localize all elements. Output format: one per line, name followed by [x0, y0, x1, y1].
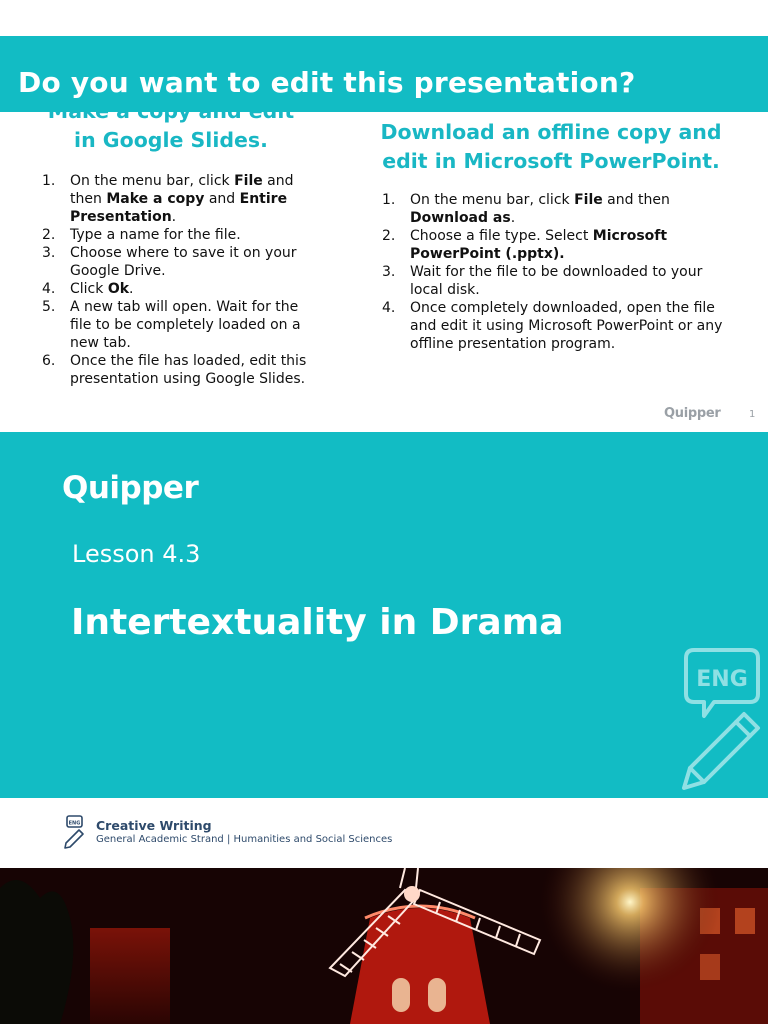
step-number: 4.: [382, 300, 396, 316]
step-emphasis: Entire Presentation: [70, 191, 288, 225]
powerpoint-steps: [376, 191, 726, 353]
subject-strand: General Academic Strand | Humanities and Social Sciences: [96, 834, 393, 845]
subject-bar: [0, 798, 768, 868]
moulin-rouge-illustration: [0, 868, 768, 1024]
step-emphasis: File: [574, 192, 603, 208]
step-text: and then: [70, 173, 294, 207]
google-slides-steps: [36, 172, 310, 388]
step-text: Once completely downloaded, open the file and edit it using Microsoft PowerPoint or any offline presentation program.: [410, 300, 723, 352]
step-text: Choose where to save it on your Google Drive.: [70, 245, 297, 279]
edit-banner-title: Do you want to edit this presentation?: [18, 66, 636, 99]
lesson-number: Lesson 4.3: [72, 540, 201, 568]
powerpoint-column: [376, 118, 726, 353]
instruction-step: [36, 298, 316, 352]
step-number: 3.: [42, 245, 56, 261]
trees-left: [0, 880, 73, 1024]
lesson-title: Intertextuality in Drama: [71, 602, 564, 643]
step-number: 2.: [382, 228, 396, 244]
step-text: .: [129, 281, 134, 297]
instruction-step: [376, 263, 732, 299]
step-emphasis: Ok: [107, 281, 130, 297]
instruction-step: [376, 299, 732, 353]
step-text: On the menu bar, click: [70, 173, 235, 189]
google-slides-column: [36, 97, 310, 388]
step-text: .: [510, 210, 516, 226]
step-text: .: [171, 209, 177, 225]
step-number: 6.: [42, 353, 56, 369]
instruction-step: [36, 244, 316, 280]
step-number: 5.: [42, 299, 56, 315]
building-left: [90, 928, 170, 1024]
step-emphasis: Microsoft PowerPoint (.pptx).: [410, 228, 668, 262]
edit-banner: [0, 36, 768, 112]
instruction-step: [36, 226, 316, 244]
powerpoint-heading: Download an offline copy and edit in Microsoft PowerPoint.: [380, 120, 722, 173]
step-number: 1.: [382, 192, 396, 208]
moulin-rouge-photo: [0, 868, 768, 1024]
quipper-logo: Quipper: [62, 470, 199, 506]
instruction-step: [376, 227, 732, 263]
eng-speech-pencil-icon: [674, 644, 764, 798]
quipper-logo-small: Quipper: [664, 406, 721, 421]
step-number: 3.: [382, 264, 396, 280]
eng-badge-text: ENG: [696, 667, 748, 692]
instruction-step: [36, 280, 316, 298]
step-number: 4.: [42, 281, 56, 297]
eng-pencil-icon: [62, 814, 86, 850]
step-text: and then: [602, 192, 670, 208]
step-text: and: [204, 191, 240, 207]
step-emphasis: File: [234, 173, 263, 189]
step-text: Once the file has loaded, edit this presentation using Google Slides.: [70, 353, 307, 387]
slide-title-card: [0, 432, 768, 798]
slide-number: 1: [749, 409, 756, 420]
step-text: Wait for the file to be downloaded to your local disk.: [410, 264, 703, 298]
step-text: A new tab will open. Wait for the file to be completely loaded on a new tab.: [70, 299, 301, 351]
subject-title: Creative Writing: [96, 818, 212, 833]
instruction-step: [36, 352, 316, 388]
instruction-step: [376, 191, 732, 227]
step-text: Click: [70, 281, 108, 297]
google-slides-heading: in Google Slides.: [74, 127, 268, 152]
instruction-step: [36, 172, 316, 226]
step-text: On the menu bar, click: [410, 192, 575, 208]
step-text: Choose a file type. Select: [410, 228, 593, 244]
step-text: Type a name for the file.: [70, 227, 241, 243]
step-emphasis: Download as: [410, 210, 511, 226]
step-number: 2.: [42, 227, 56, 243]
subject-icon-badge: ENG: [68, 820, 81, 827]
slide-edit-instructions: [0, 0, 768, 432]
step-number: 1.: [42, 173, 56, 189]
step-emphasis: Make a copy: [106, 191, 205, 207]
